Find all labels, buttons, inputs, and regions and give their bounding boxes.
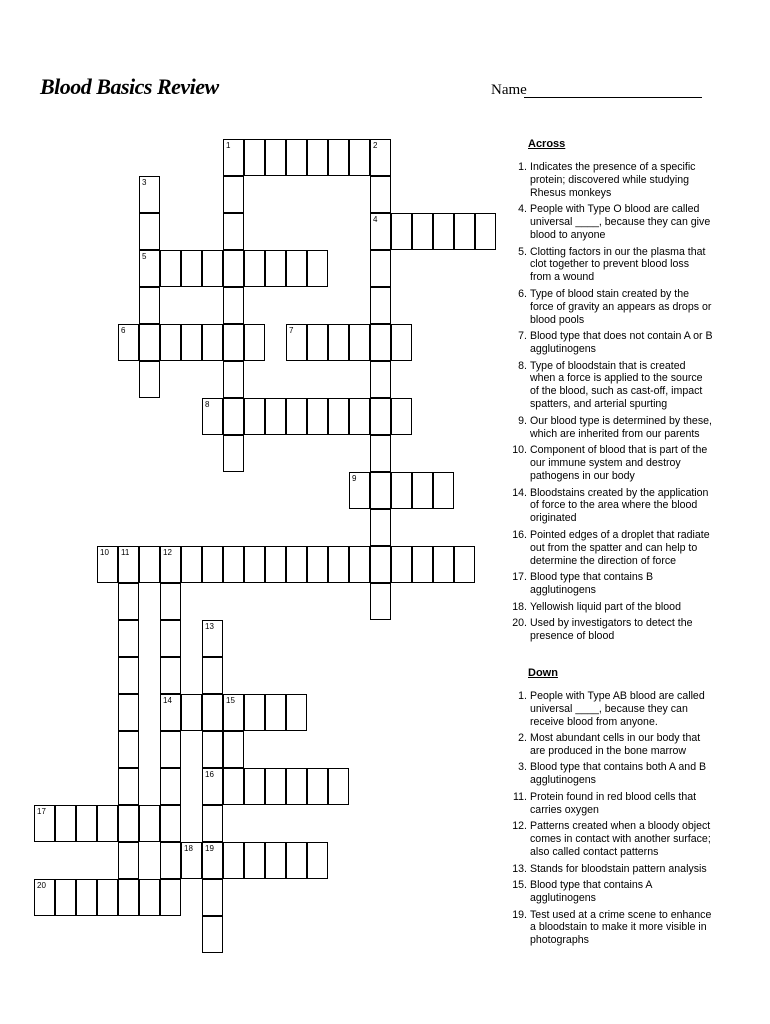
crossword-cell[interactable] xyxy=(349,324,370,361)
clue-number-label: 4 xyxy=(373,215,378,224)
crossword-cell[interactable] xyxy=(160,546,181,583)
crossword-cell[interactable] xyxy=(307,842,328,879)
clue-text: Bloodstains created by the application of force to the area where the blood originated xyxy=(530,486,709,525)
across-clue xyxy=(508,246,713,285)
across-clue xyxy=(508,203,713,242)
clue-text: Yellowish liquid part of the blood xyxy=(530,600,681,613)
crossword-cell[interactable] xyxy=(307,398,328,435)
clue-text: Pointed edges of a droplet that radiate out from the spatter and can help to determine the direction of force xyxy=(530,528,710,567)
crossword-cell[interactable] xyxy=(202,731,223,768)
crossword-cell[interactable] xyxy=(118,694,139,731)
crossword-cell[interactable] xyxy=(118,731,139,768)
crossword-cell[interactable] xyxy=(370,213,391,250)
crossword-cell[interactable] xyxy=(391,324,412,361)
crossword-cell[interactable] xyxy=(412,546,433,583)
crossword-cell[interactable] xyxy=(202,250,223,287)
crossword-cell[interactable] xyxy=(244,546,265,583)
crossword-cell[interactable] xyxy=(139,176,160,213)
crossword-cell[interactable] xyxy=(202,916,223,953)
clue-text: Stands for bloodstain pattern analysis xyxy=(530,862,707,875)
clue-text: Clotting factors in our the plasma that clot together to prevent blood loss from a wound xyxy=(530,245,706,284)
crossword-cell[interactable] xyxy=(370,435,391,472)
crossword-cell[interactable] xyxy=(97,546,118,583)
crossword-cell[interactable] xyxy=(349,546,370,583)
crossword-cell[interactable] xyxy=(370,361,391,398)
crossword-cell[interactable] xyxy=(370,250,391,287)
crossword-cell[interactable] xyxy=(139,805,160,842)
crossword-cell[interactable] xyxy=(97,879,118,916)
crossword-cell[interactable] xyxy=(223,731,244,768)
crossword-cell[interactable] xyxy=(223,250,244,287)
crossword-cell[interactable] xyxy=(118,324,139,361)
crossword-cell[interactable] xyxy=(160,879,181,916)
down-clue xyxy=(508,791,713,817)
crossword-cell[interactable] xyxy=(139,250,160,287)
crossword-cell[interactable] xyxy=(202,768,223,805)
clue-number-label: 7 xyxy=(289,326,294,335)
crossword-cell[interactable] xyxy=(244,324,265,361)
down-clue xyxy=(508,761,713,787)
crossword-cell[interactable] xyxy=(244,694,265,731)
crossword-cell[interactable] xyxy=(370,472,391,509)
crossword-cell[interactable] xyxy=(328,139,349,176)
across-clue xyxy=(508,360,713,412)
clue-number: 13. xyxy=(512,862,527,875)
crossword-cell[interactable] xyxy=(454,546,475,583)
crossword-cell[interactable] xyxy=(433,546,454,583)
clue-number-label: 14 xyxy=(163,696,172,705)
crossword-cell[interactable] xyxy=(328,768,349,805)
clue-text: Most abundant cells in our body that are produced in the bone marrow xyxy=(530,732,701,757)
across-clue xyxy=(508,330,713,356)
across-clue xyxy=(508,161,713,200)
crossword-cell[interactable] xyxy=(391,398,412,435)
crossword-cell[interactable] xyxy=(223,139,244,176)
crossword-cell[interactable] xyxy=(454,213,475,250)
crossword-cell[interactable] xyxy=(202,398,223,435)
crossword-cell[interactable] xyxy=(307,768,328,805)
crossword-cell[interactable] xyxy=(370,509,391,546)
clue-number: 2. xyxy=(518,732,527,745)
clue-text: Indicates the presence of a specific protein; discovered while studying Rhesus monkeys xyxy=(530,160,696,199)
crossword-cell[interactable] xyxy=(118,768,139,805)
crossword-cell[interactable] xyxy=(265,768,286,805)
crossword-cell[interactable] xyxy=(265,694,286,731)
crossword-cell[interactable] xyxy=(244,250,265,287)
clue-number: 15. xyxy=(512,879,527,892)
crossword-cell[interactable] xyxy=(118,842,139,879)
crossword-cell[interactable] xyxy=(286,324,307,361)
crossword-cell[interactable] xyxy=(244,398,265,435)
crossword-cell[interactable] xyxy=(433,472,454,509)
clue-number: 1. xyxy=(518,689,527,702)
down-clue xyxy=(508,879,713,905)
crossword-cell[interactable] xyxy=(202,694,223,731)
clue-number-label: 8 xyxy=(205,400,210,409)
across-clue xyxy=(508,601,713,614)
crossword-cell[interactable] xyxy=(160,805,181,842)
across-clue xyxy=(508,415,713,441)
across-heading: Across xyxy=(528,138,566,150)
clue-number: 16. xyxy=(512,528,527,541)
crossword-cell[interactable] xyxy=(202,620,223,657)
clue-number: 18. xyxy=(512,600,527,613)
crossword-cell[interactable] xyxy=(118,583,139,620)
clue-number: 19. xyxy=(512,908,527,921)
crossword-cell[interactable] xyxy=(223,324,244,361)
crossword-cell[interactable] xyxy=(391,472,412,509)
clue-number-label: 11 xyxy=(121,548,130,557)
clue-text: Type of blood stain created by the force of gravity an appears as drops or blood pools xyxy=(530,287,712,326)
crossword-cell[interactable] xyxy=(223,287,244,324)
crossword-cell[interactable] xyxy=(202,546,223,583)
crossword-cell[interactable] xyxy=(475,213,496,250)
down-clue xyxy=(508,732,713,758)
clue-number: 5. xyxy=(518,245,527,258)
crossword-cell[interactable] xyxy=(181,842,202,879)
crossword-cell[interactable] xyxy=(55,879,76,916)
clue-text: Test used at a crime scene to enhance a bloodstain to make it more visible in photographs xyxy=(530,908,712,947)
crossword-cell[interactable] xyxy=(223,546,244,583)
crossword-cell[interactable] xyxy=(55,805,76,842)
clues-panel xyxy=(508,138,713,951)
crossword-cell[interactable] xyxy=(118,546,139,583)
across-clue-list xyxy=(508,161,713,643)
crossword-cell[interactable] xyxy=(181,324,202,361)
clue-text: Protein found in red blood cells that carries oxygen xyxy=(530,790,697,816)
crossword-cell[interactable] xyxy=(160,768,181,805)
clue-number: 3. xyxy=(518,761,527,774)
clue-number-label: 20 xyxy=(37,881,46,890)
crossword-cell[interactable] xyxy=(412,472,433,509)
crossword-cell[interactable] xyxy=(160,842,181,879)
clue-number: 11. xyxy=(513,790,527,803)
clue-number-label: 5 xyxy=(142,252,147,261)
crossword-cell[interactable] xyxy=(370,287,391,324)
crossword-cell[interactable] xyxy=(202,324,223,361)
down-clue xyxy=(508,863,713,876)
clue-text: Used by investigators to detect the presence of blood xyxy=(530,617,693,642)
down-clue-list xyxy=(508,690,713,947)
across-clue xyxy=(508,444,713,483)
clue-number: 9. xyxy=(518,414,527,427)
crossword-cell[interactable] xyxy=(370,176,391,213)
clue-number: 14. xyxy=(512,486,527,499)
crossword-cell[interactable] xyxy=(202,879,223,916)
across-clue xyxy=(508,487,713,526)
crossword-cell[interactable] xyxy=(370,398,391,435)
clue-text: Type of bloodstain that is created when a force is applied to the source of the blood, such as cast-off, impact spatters, and arterial spurting xyxy=(530,359,703,411)
crossword-cell[interactable] xyxy=(370,139,391,176)
crossword-cell[interactable] xyxy=(286,139,307,176)
clue-number-label: 2 xyxy=(373,141,378,150)
crossword-cell[interactable] xyxy=(328,324,349,361)
clue-number-label: 18 xyxy=(184,844,193,853)
across-clue xyxy=(508,617,713,643)
crossword-cell[interactable] xyxy=(307,250,328,287)
clue-text: Our blood type is determined by these, which are inherited from our parents xyxy=(530,414,712,440)
across-clue xyxy=(508,571,713,597)
crossword-cell[interactable] xyxy=(307,546,328,583)
crossword-cell[interactable] xyxy=(391,213,412,250)
crossword-cell[interactable] xyxy=(265,546,286,583)
clue-text: Blood type that contains B agglutinogens xyxy=(530,571,654,597)
clue-text: Component of blood that is part of the our immune system and destroy pathogens in our body xyxy=(530,444,708,482)
down-clue xyxy=(508,820,713,859)
crossword-cell[interactable] xyxy=(139,324,160,361)
clue-text: People with Type O blood are called universal ____, because they can give blood to anyone xyxy=(530,203,711,242)
crossword-cell[interactable] xyxy=(223,842,244,879)
clue-number-label: 10 xyxy=(100,548,109,557)
crossword-cell[interactable] xyxy=(286,842,307,879)
crossword-cell[interactable] xyxy=(118,620,139,657)
crossword-cell[interactable] xyxy=(391,546,412,583)
crossword-cell[interactable] xyxy=(286,546,307,583)
crossword-cell[interactable] xyxy=(370,546,391,583)
clue-number: 10. xyxy=(512,444,527,457)
crossword-cell[interactable] xyxy=(139,546,160,583)
clue-number-label: 3 xyxy=(142,178,147,187)
crossword-cell[interactable] xyxy=(202,842,223,879)
clue-text: Patterns created when a bloody object comes in contact with another surface; also called contact patterns xyxy=(530,820,711,859)
crossword-cell[interactable] xyxy=(265,139,286,176)
down-clue xyxy=(508,690,713,729)
crossword-cell[interactable] xyxy=(97,805,118,842)
crossword-cell[interactable] xyxy=(286,768,307,805)
crossword-cell[interactable] xyxy=(139,879,160,916)
crossword-cell[interactable] xyxy=(160,583,181,620)
crossword-cell[interactable] xyxy=(181,250,202,287)
crossword-cell[interactable] xyxy=(139,361,160,398)
crossword-cell[interactable] xyxy=(265,250,286,287)
crossword-cell[interactable] xyxy=(307,324,328,361)
crossword-cell[interactable] xyxy=(223,361,244,398)
crossword-cell[interactable] xyxy=(223,694,244,731)
clue-number: 4. xyxy=(518,203,527,216)
clue-text: Blood type that contains both A and B agglutinogens xyxy=(530,761,707,787)
clue-number-label: 13 xyxy=(205,622,214,631)
crossword-cell[interactable] xyxy=(160,620,181,657)
crossword-cell[interactable] xyxy=(160,657,181,694)
clue-text: Blood type that does not contain A or B agglutinogens xyxy=(530,330,713,356)
crossword-cell[interactable] xyxy=(76,879,97,916)
crossword-cell[interactable] xyxy=(76,805,97,842)
crossword-cell[interactable] xyxy=(223,435,244,472)
worksheet-title: Blood Basics Review xyxy=(40,74,219,99)
crossword-cell[interactable] xyxy=(328,398,349,435)
clue-number: 20. xyxy=(512,617,527,630)
crossword-cell[interactable] xyxy=(160,731,181,768)
crossword-cell[interactable] xyxy=(349,139,370,176)
clue-number-label: 15 xyxy=(226,696,235,705)
crossword-cell[interactable] xyxy=(34,879,55,916)
clue-number: 6. xyxy=(518,287,527,300)
crossword-cell[interactable] xyxy=(244,768,265,805)
crossword-cell[interactable] xyxy=(118,657,139,694)
crossword-cell[interactable] xyxy=(160,250,181,287)
crossword-cell[interactable] xyxy=(265,842,286,879)
crossword-cell[interactable] xyxy=(349,398,370,435)
crossword-cell[interactable] xyxy=(202,657,223,694)
clue-number: 12. xyxy=(512,820,527,833)
crossword-cell[interactable] xyxy=(223,213,244,250)
across-clue xyxy=(508,288,713,327)
crossword-cell[interactable] xyxy=(433,213,454,250)
clue-number-label: 12 xyxy=(163,548,172,557)
crossword-cell[interactable] xyxy=(265,398,286,435)
crossword-cell[interactable] xyxy=(412,213,433,250)
crossword-cell[interactable] xyxy=(118,805,139,842)
crossword-cell[interactable] xyxy=(139,213,160,250)
crossword-cell[interactable] xyxy=(181,546,202,583)
crossword-cell[interactable] xyxy=(244,842,265,879)
crossword-cell[interactable] xyxy=(118,879,139,916)
crossword-cell[interactable] xyxy=(286,250,307,287)
clue-number: 7. xyxy=(518,330,527,343)
clue-number-label: 19 xyxy=(205,844,214,853)
crossword-cell[interactable] xyxy=(244,139,265,176)
crossword-cell[interactable] xyxy=(160,694,181,731)
crossword-cell[interactable] xyxy=(370,324,391,361)
name-label: Name xyxy=(491,82,527,98)
clue-text: People with Type AB blood are called universal ____, because they can receive blood from anyone. xyxy=(530,689,705,728)
clue-text: Blood type that contains A agglutinogens xyxy=(530,879,652,904)
clue-number-label: 1 xyxy=(226,141,231,150)
crossword-cell[interactable] xyxy=(307,139,328,176)
crossword-cell[interactable] xyxy=(349,472,370,509)
clue-number: 8. xyxy=(518,359,527,372)
crossword-cell[interactable] xyxy=(286,694,307,731)
crossword-cell[interactable] xyxy=(223,398,244,435)
crossword-cell[interactable] xyxy=(139,287,160,324)
crossword-cell[interactable] xyxy=(286,398,307,435)
clue-number-label: 6 xyxy=(121,326,126,335)
crossword-cell[interactable] xyxy=(160,324,181,361)
crossword-cell[interactable] xyxy=(223,768,244,805)
down-clue xyxy=(508,909,713,948)
down-heading: Down xyxy=(528,666,558,679)
crossword-cell[interactable] xyxy=(328,546,349,583)
crossword-cell[interactable] xyxy=(202,805,223,842)
crossword-cell[interactable] xyxy=(34,805,55,842)
clue-number-label: 16 xyxy=(205,770,214,779)
clue-number-label: 9 xyxy=(352,474,357,483)
crossword-cell[interactable] xyxy=(223,176,244,213)
crossword-cell[interactable] xyxy=(181,694,202,731)
across-clue xyxy=(508,529,713,568)
clue-number-label: 17 xyxy=(37,807,46,816)
clue-number: 1. xyxy=(518,160,527,173)
clue-number: 17. xyxy=(512,571,527,584)
crossword-cell[interactable] xyxy=(370,583,391,620)
